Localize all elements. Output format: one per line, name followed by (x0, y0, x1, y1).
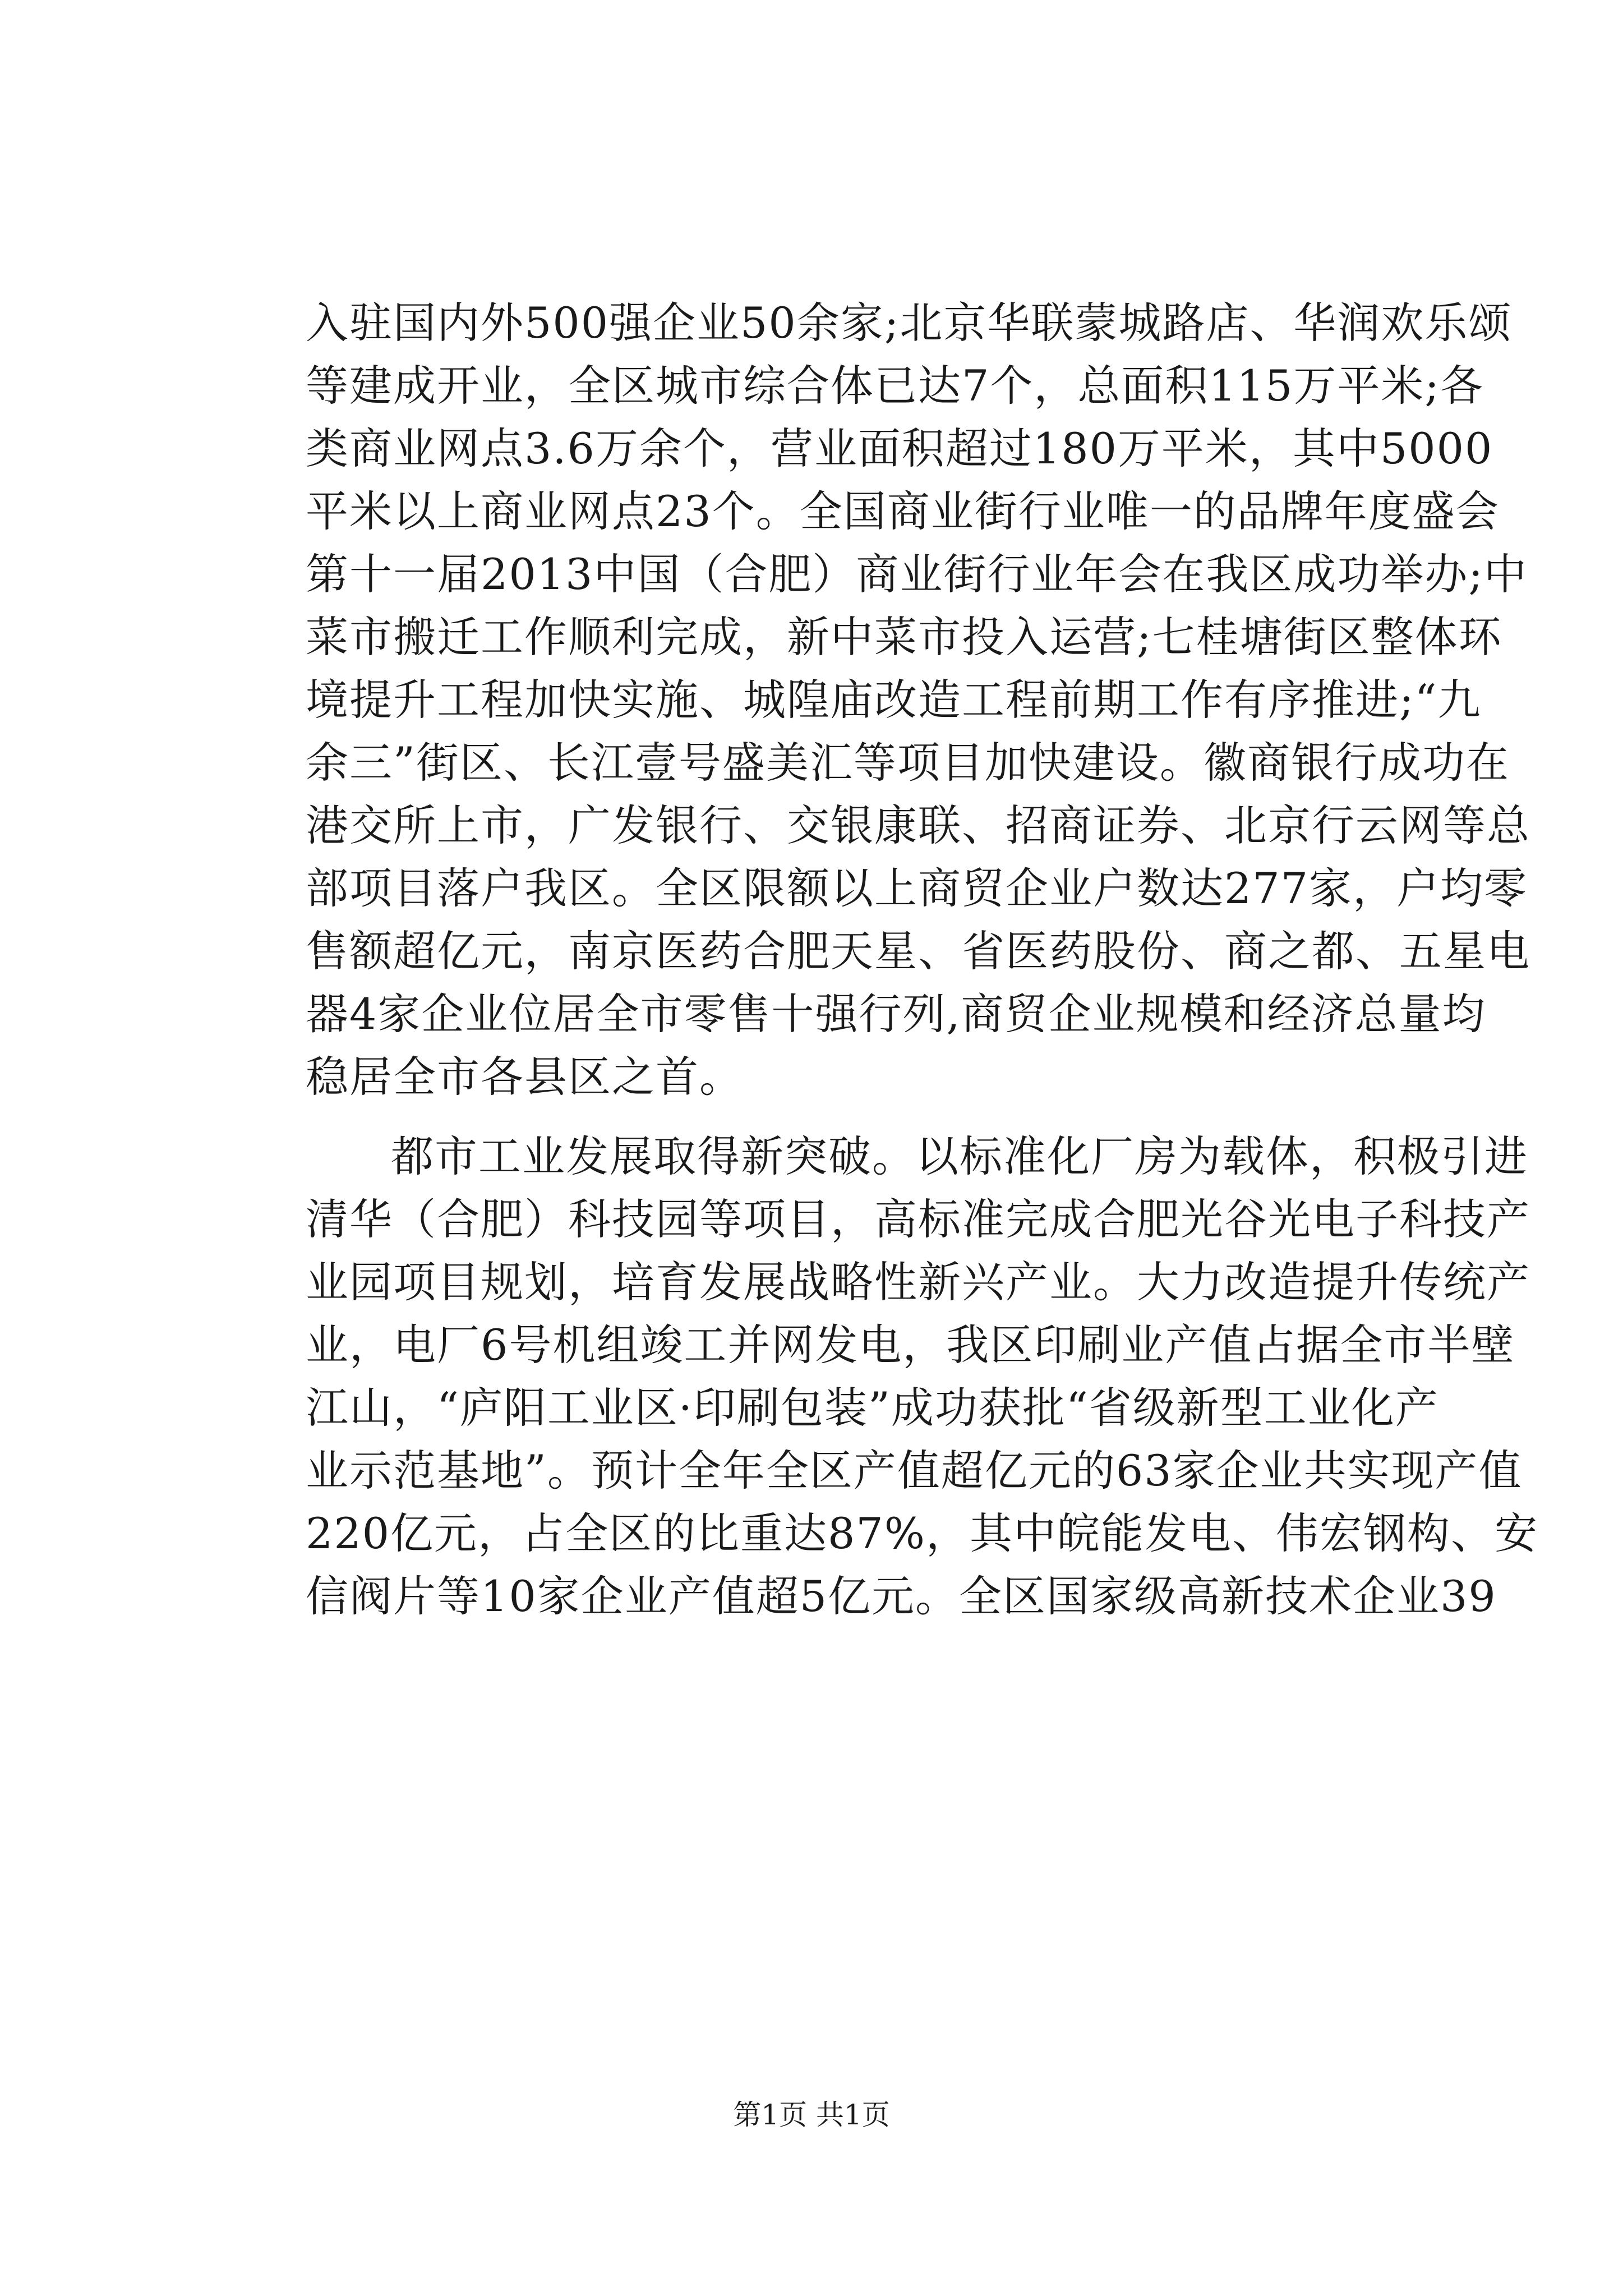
text-line: 220亿元，占全区的比重达87%，其中皖能发电、伟宏钢构、安 (306, 1508, 1538, 1558)
text-line: 信阀片等10家企业产值超5亿元。全区国家级高新技术企业39 (306, 1571, 1497, 1621)
paragraph-1 (306, 292, 1530, 1108)
document-body (306, 292, 1538, 1628)
text-line: 港交所上市，广发银行、交银康联、招商证券、北京行云网等总 (306, 800, 1530, 850)
text-line: 入驻国内外500强企业50余家;北京华联蒙城路店、华润欢乐颂 (306, 298, 1513, 348)
page-footer: 第1页 共1页 (733, 2099, 890, 2131)
text-line: 部项目落户我区。全区限额以上商贸企业户数达277家，户均零 (306, 863, 1528, 913)
text-line: 菜市搬迁工作顺利完成，新中菜市投入运营;七桂塘街区整体环 (306, 612, 1502, 662)
text-line: 业，电厂6号机组竣工并网发电，我区印刷业产值占据全市半壁 (306, 1320, 1515, 1370)
text-line: 业示范基地”。预计全年全区产值超亿元的63家企业共实现产值 (306, 1446, 1523, 1496)
text-line: 第十一届2013中国（合肥）商业街行业年会在我区成功举办;中 (306, 549, 1528, 599)
text-line: 售额超亿元，南京医药合肥天星、省医药股份、商之都、五星电 (306, 926, 1530, 976)
text-line: 江山，“庐阳工业区·印刷包装”成功获批“省级新型工业化产 (306, 1383, 1439, 1433)
text-line: 等建成开业，全区城市综合体已达7个，总面积115万平米;各 (306, 361, 1484, 411)
text-line: 平米以上商业网点23个。全国商业街行业唯一的品牌年度盛会 (306, 486, 1500, 536)
text-line: 清华（合肥）科技园等项目，高标准完成合肥光谷光电子科技产 (306, 1194, 1530, 1244)
paragraph-gap (306, 1108, 1422, 1125)
text-line: 都市工业发展取得新突破。以标准化厂房为载体，积极引进 (391, 1131, 1528, 1181)
text-line: 境提升工程加快实施、城隍庙改造工程前期工作有序推进;“九 (306, 675, 1482, 725)
text-line: 类商业网点3.6万余个，营业面积超过180万平米，其中5000 (306, 424, 1493, 473)
text-line: 余三”街区、长江壹号盛美汇等项目加快建设。徽商银行成功在 (306, 738, 1510, 788)
text-line: 器4家企业位居全市零售十强行列,商贸企业规模和经济总量均 (306, 989, 1486, 1039)
text-line: 稳居全市各县区之首。 (306, 1052, 743, 1102)
paragraph-2 (306, 1125, 1538, 1628)
text-line: 业园项目规划，培育发展战略性新兴产业。大力改造提升传统产 (306, 1257, 1530, 1307)
